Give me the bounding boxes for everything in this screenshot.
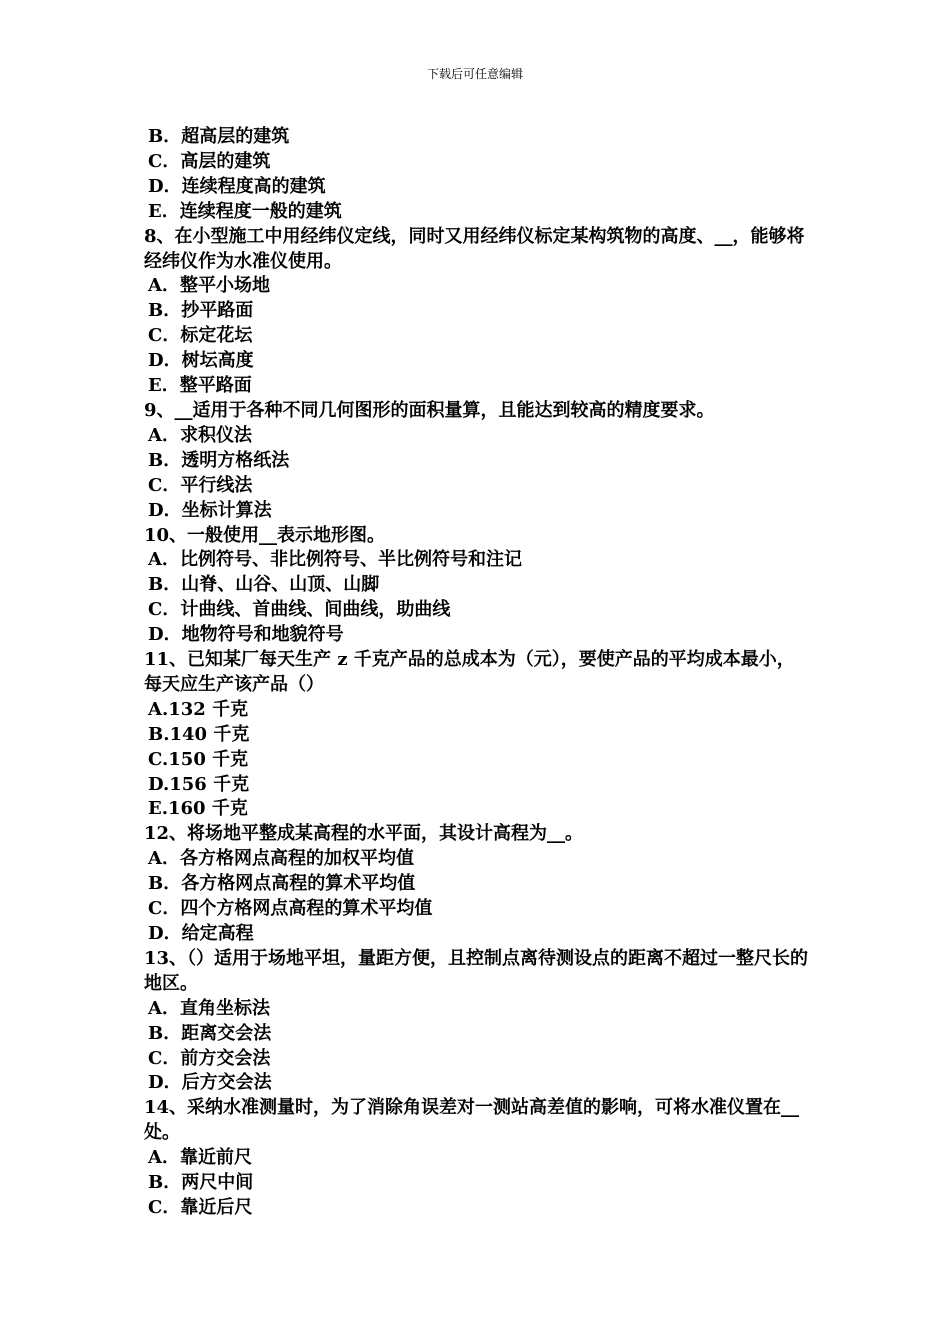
option: B．各方格网点高程的算术平均值 (148, 873, 416, 895)
option: A．靠近前尺 (148, 1147, 252, 1169)
option: D．坐标计算法 (148, 499, 272, 521)
option: C．高层的建筑 (148, 150, 271, 172)
option: C．前方交会法 (148, 1047, 271, 1069)
option: E．整平路面 (148, 375, 252, 397)
option: A.132 千克 (148, 698, 249, 720)
question-text: 9、__适用于各种不同几何图形的面积量算，且能达到较高的精度要求。 (144, 399, 715, 421)
option: E．连续程度一般的建筑 (148, 200, 342, 222)
question-10 (144, 524, 812, 649)
option: B．透明方格纸法 (148, 449, 290, 471)
option: D．连续程度高的建筑 (148, 175, 326, 197)
option: D．树坛高度 (148, 350, 254, 372)
question-text: 14、采纳水准测量时，为了消除角误差对一测站高差值的影响，可将水准仪置在__处。 (144, 1097, 800, 1144)
leading-options (144, 125, 812, 225)
option: A．各方格网点高程的加权平均值 (148, 848, 414, 870)
option: E.160 千克 (148, 798, 248, 820)
question-13 (144, 947, 812, 1096)
option: B．抄平路面 (148, 300, 254, 322)
option: D.156 千克 (148, 773, 250, 795)
question-9 (144, 399, 812, 524)
option: C．靠近后尺 (148, 1196, 253, 1218)
question-14 (144, 1096, 812, 1221)
option: A．整平小场地 (148, 275, 270, 297)
question-text: 10、一般使用__表示地形图。 (144, 524, 386, 546)
option: A．直角坐标法 (148, 997, 270, 1019)
option: D．地物符号和地貌符号 (148, 624, 344, 646)
question-11 (144, 648, 812, 822)
option: D．给定高程 (148, 923, 254, 944)
option: D．后方交会法 (148, 1072, 272, 1094)
question-text: 11、已知某厂每天生产 z 千克产品的总成本为（元），要使产品的平均成本最小，每天应生产该产品（） (144, 649, 795, 695)
option: A．求积仪法 (148, 424, 252, 446)
option: B．距离交会法 (148, 1022, 272, 1044)
option: B．超高层的建筑 (148, 126, 290, 147)
option: C．计曲线、首曲线、间曲线，助曲线 (148, 599, 451, 621)
option: B．山脊、山谷、山顶、山脚 (148, 574, 380, 596)
option: C．四个方格网点高程的算术平均值 (148, 898, 433, 920)
question-list (144, 125, 812, 1221)
question-text: 8、在小型施工中用经纬仪定线，同时又用经纬仪标定某构筑物的高度、__，能够将经纬仪作为水准仪使用。 (144, 225, 805, 272)
option: A．比例符号、非比例符号、半比例符号和注记 (148, 549, 522, 571)
question-text: 13、（）适用于场地平坦，量距方便，且控制点离待测设点的距离不超过一整尺长的地区。 (144, 947, 809, 994)
option: B．两尺中间 (148, 1172, 254, 1194)
option: C.150 千克 (148, 748, 249, 770)
question-12 (144, 822, 812, 947)
option: B.140 千克 (148, 723, 250, 745)
question-8 (144, 225, 812, 399)
option: C．标定花坛 (148, 325, 253, 347)
question-text: 12、将场地平整成某高程的水平面，其设计高程为__。 (144, 823, 584, 845)
page-header: 下载后可任意编辑 (426, 67, 523, 81)
option: C．平行线法 (148, 474, 253, 496)
